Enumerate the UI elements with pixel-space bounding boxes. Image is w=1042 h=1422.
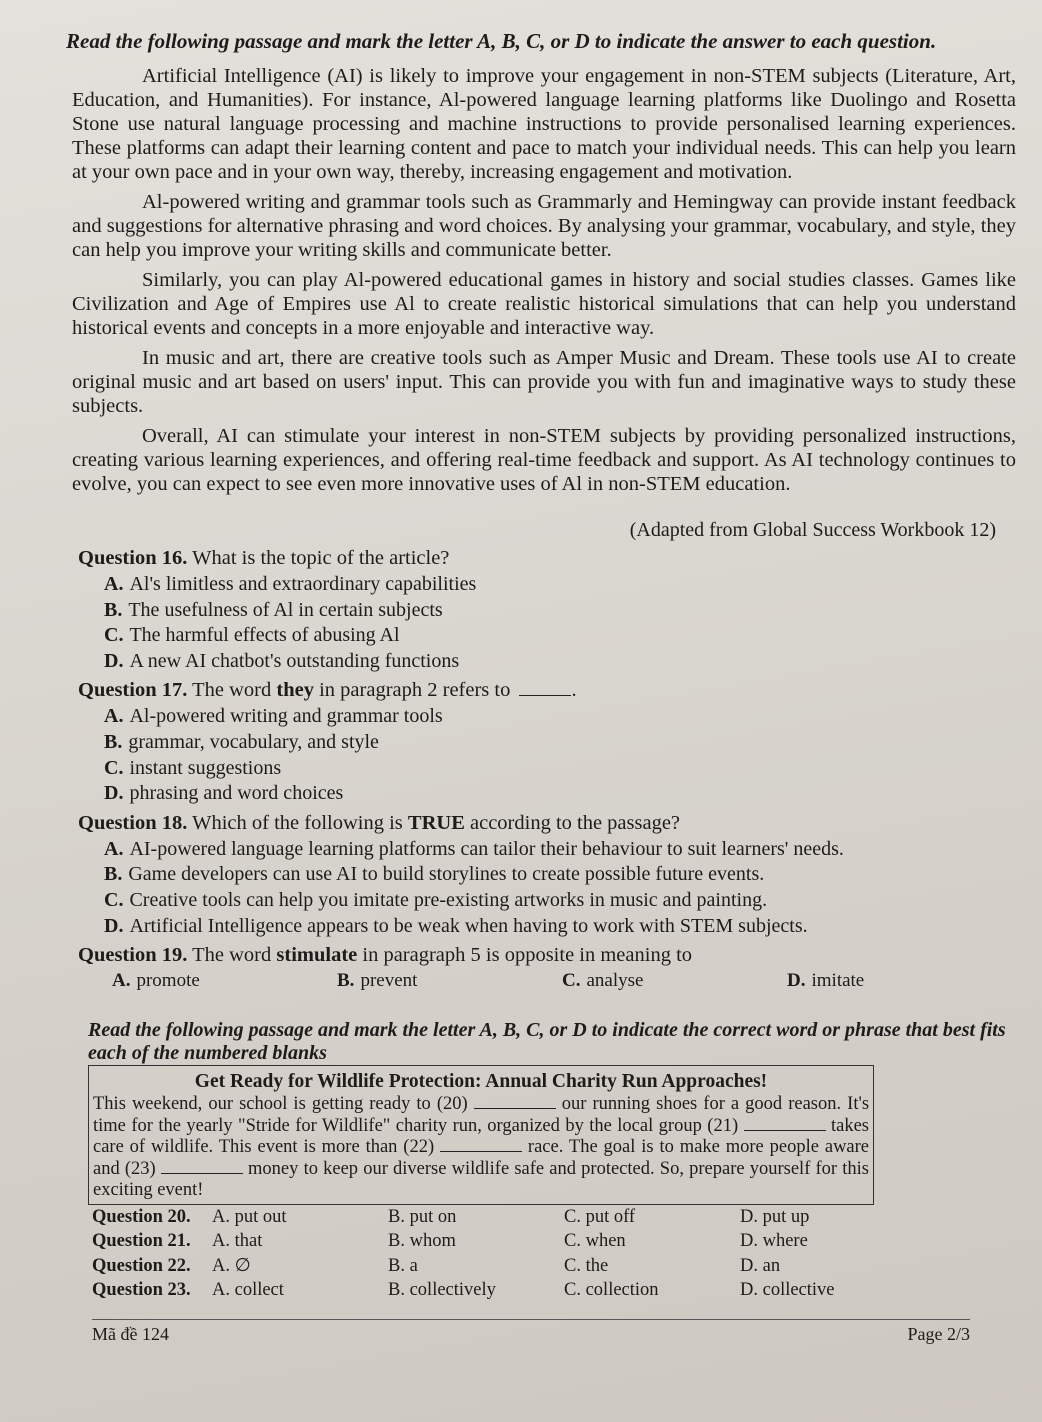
question-label: Question 17. xyxy=(78,679,188,702)
option-d[interactable]: D. phrasing and word choices xyxy=(104,782,344,805)
option-c[interactable]: C. Creative tools can help you imitate pre-existing artworks in music and painting. xyxy=(104,888,768,911)
option-a[interactable]: A. that xyxy=(212,1231,263,1252)
option-d[interactable]: D. Artificial Intelligence appears to be weak when having to work with STEM subjects. xyxy=(104,914,808,937)
question-17: Question 17. The word they in paragraph 2 refers to . xyxy=(78,679,577,702)
option-b[interactable]: B. a xyxy=(388,1255,418,1276)
blank-21 xyxy=(744,1116,826,1131)
question-label: Question 18. xyxy=(78,811,188,834)
option-d[interactable]: D. put up xyxy=(740,1206,810,1227)
option-c[interactable]: C. the xyxy=(564,1255,609,1276)
option-c[interactable]: C. The harmful effects of abusing Al xyxy=(104,624,400,647)
option-b[interactable]: B. whom xyxy=(388,1231,456,1252)
question-label: Question 16. xyxy=(78,547,188,569)
question-19-options xyxy=(112,969,1016,993)
page-content xyxy=(66,28,1016,1345)
passage-paragraph-5: Overall, AI can stimulate your interest in non-STEM subjects by providing personalized instructions, creating various learning experiences, and offering real-time feedback and support. As AI technology continues to evolve, you can expect to see even more innovative uses of Al in non-STEM education. xyxy=(72,425,1016,495)
option-c[interactable]: C. analyse xyxy=(562,970,644,992)
question-keyword: stimulate xyxy=(276,944,358,967)
cloze-passage-box: Get Ready for Wildlife Protection: Annual Charity Run Approaches! This weekend, our school is getting ready to (20) our running shoes for a good reason. It's time for the yearly "Stride for Wildlife" charity run, organized by the local group (21) takes care of wildlife. This event is more than (22) race. The goal is to make more people aware and (23) money to keep our diverse wildlife safe and protected. So, prepare yourself for this exciting event! xyxy=(88,1065,874,1205)
question-21: Question 21. A. that B. whom C. when D. where xyxy=(92,1229,1016,1254)
option-a[interactable]: A. collect xyxy=(212,1280,284,1301)
question-20: Question 20. A. put out B. put on C. put off D. put up xyxy=(92,1205,1016,1230)
fill-question-list xyxy=(66,1205,1016,1303)
question-label: Question 19. xyxy=(78,944,188,967)
question-16 xyxy=(78,546,1016,570)
question-keyword: they xyxy=(276,679,314,702)
option-b[interactable]: B. put on xyxy=(388,1206,457,1227)
blank-23 xyxy=(161,1159,243,1174)
option-c[interactable]: C. when xyxy=(564,1231,626,1252)
option-b[interactable]: B. collectively xyxy=(388,1280,496,1301)
question-19: Question 19. The word stimulate in paragraph 5 is opposite in meaning to xyxy=(78,944,693,967)
option-b[interactable]: B. Game developers can use AI to build storylines to create possible future events. xyxy=(104,863,765,886)
option-b[interactable]: B. The usefulness of Al in certain subjects xyxy=(104,598,443,621)
option-c[interactable]: C. instant suggestions xyxy=(104,756,282,779)
passage-paragraph-3: Similarly, you can play Al-powered educational games in history and social studies classes. Games like Civilization and Age of Empires use Al to create realistic historical simulations that can help you understand historical events and concepts in a more enjoyable and interactive way. xyxy=(72,269,1016,339)
option-a[interactable]: A. promote xyxy=(112,970,200,992)
question-16-options xyxy=(104,572,1016,674)
option-c[interactable]: C. collection xyxy=(564,1280,659,1301)
passage-paragraph-4: In music and art, there are creative tools such as Amper Music and Dream. These tools use AI to create original music and art based on users' input. This can provide you with fun and imaginative ways to study these subjects. xyxy=(72,347,1016,417)
option-a[interactable]: A. Al-powered writing and grammar tools xyxy=(104,705,443,728)
reading-passage xyxy=(66,64,1016,496)
passage-paragraph-2: Al-powered writing and grammar tools such as Grammarly and Hemingway can provide instant feedback and suggestions for alternative phrasing and word choices. By analysing your grammar, vocabulary, and style, they can help you improve your writing skills and communicate better. xyxy=(72,191,1016,261)
blank-20 xyxy=(474,1094,556,1109)
question-text: What is the topic of the article? xyxy=(192,547,450,569)
answer-blank xyxy=(519,679,571,696)
option-d[interactable]: D. where xyxy=(740,1231,808,1252)
cloze-title: Get Ready for Wildlife Protection: Annual Charity Run Approaches! xyxy=(194,1071,768,1093)
option-b[interactable]: B. prevent xyxy=(337,970,418,992)
question-17-options xyxy=(104,704,1016,806)
option-d[interactable]: D. collective xyxy=(740,1280,835,1301)
blank-22 xyxy=(440,1137,522,1152)
page-footer xyxy=(92,1319,970,1345)
exam-code: Mã đề 124 xyxy=(92,1324,169,1344)
question-22: Question 22. A. ∅ B. a C. the D. an xyxy=(92,1254,1016,1279)
option-d[interactable]: D. an xyxy=(740,1255,781,1276)
option-a[interactable]: A. Al's limitless and extraordinary capabilities xyxy=(104,573,477,595)
option-b[interactable]: B. grammar, vocabulary, and style xyxy=(104,730,379,753)
question-18: Question 18. Which of the following is TRUE according to the passage? xyxy=(78,811,681,834)
page-number: Page 2/3 xyxy=(907,1324,970,1344)
passage-source: (Adapted from Global Success Workbook 12) xyxy=(629,519,996,541)
option-c[interactable]: C. put off xyxy=(564,1206,636,1227)
passage-paragraph-1: Artificial Intelligence (AI) is likely to improve your engagement in non-STEM subjects (Literature, Art, Education, and Humanities). For instance, Al-powered language learning platforms like Duolingo and Rosetta Stone use natural language processing and machine instructions to provide personalised learning experiences. These platforms can adapt their learning content and pace to match your individual needs. This can help you learn at your own pace and in your own way, thereby, increasing engagement and motivation. xyxy=(72,65,1016,183)
section2-instruction: Read the following passage and mark the letter A, B, C, or D to indicate the correct word or phrase that best fits each of the numbered blanks xyxy=(88,1019,1006,1065)
option-d[interactable]: D. imitate xyxy=(787,970,865,992)
option-d[interactable]: D. A new AI chatbot's outstanding functions xyxy=(104,649,460,672)
question-23: Question 23. A. collect B. collectively C. collection D. collective xyxy=(92,1278,1016,1303)
option-a[interactable]: A. put out xyxy=(212,1206,287,1227)
question-18-options xyxy=(104,837,1016,939)
option-a[interactable]: A. AI-powered language learning platforms can tailor their behaviour to suit learners' needs. xyxy=(104,837,844,860)
question-keyword: TRUE xyxy=(407,811,465,834)
section1-instruction: Read the following passage and mark the letter A, B, C, or D to indicate the answer to each question. xyxy=(66,29,937,53)
option-a[interactable]: A. ∅ xyxy=(212,1255,251,1276)
